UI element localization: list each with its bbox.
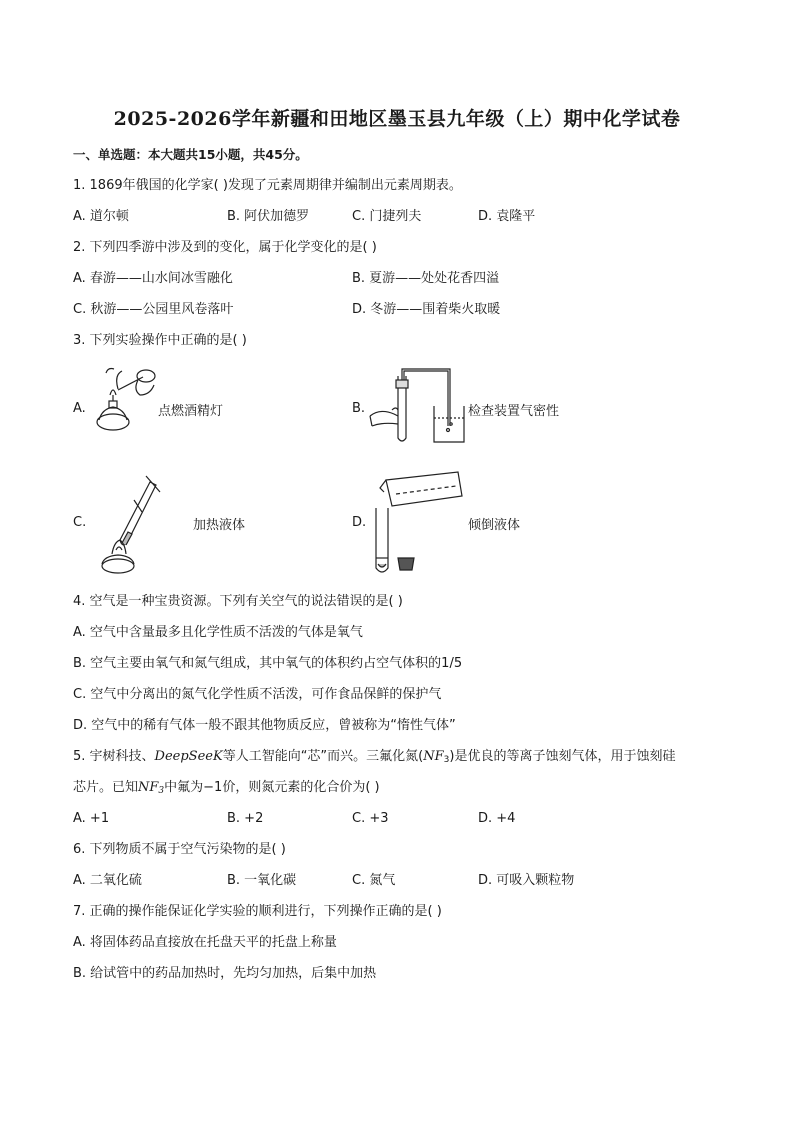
q5-text-a: 5. 宇树科技、 xyxy=(73,749,155,764)
exam-title: 2025-2026学年新疆和田地区墨玉县九年级（上）期中化学试卷 xyxy=(113,108,681,130)
q5-text-b: 等人工智能向“芯”而兴。三氟化氮( xyxy=(222,749,424,764)
q6-option-d[interactable]: D. 可吸入颗粒物 xyxy=(478,873,575,888)
q6-option-a[interactable]: A. 二氧化硫 xyxy=(73,873,142,888)
q5-option-b[interactable]: B. +2 xyxy=(227,811,264,826)
q3-option-b-letter[interactable]: B. xyxy=(352,401,366,416)
q2-option-c[interactable]: C. 秋游——公园里风卷落叶 xyxy=(73,302,234,317)
q1-option-a[interactable]: A. 道尔顿 xyxy=(73,209,129,224)
airtightness-check-icon xyxy=(368,366,468,448)
q7-option-b[interactable]: B. 给试管中的药品加热时，先均匀加热，后集中加热 xyxy=(73,966,377,981)
alcohol-lamp-lighting-icon xyxy=(88,365,163,435)
q5-line2-b: 中氟为−1价，则氮元素的化合价为( ) xyxy=(164,780,380,795)
q4-option-d[interactable]: D. 空气中的稀有气体一般不跟其他物质反应，曾被称为“惰性气体” xyxy=(73,718,456,733)
question-3-stem: 3. 下列实验操作中正确的是( ) xyxy=(73,333,247,348)
q3-option-d-caption: 倾倒液体 xyxy=(468,518,521,533)
q1-option-c[interactable]: C. 门捷列夫 xyxy=(352,209,422,224)
q5-option-a[interactable]: A. +1 xyxy=(73,811,110,826)
question-7-stem: 7. 正确的操作能保证化学实验的顺利进行，下列操作正确的是( ) xyxy=(73,904,442,919)
q5-line2-a: 芯片。已知 xyxy=(73,780,139,795)
section-heading: 一、单选题：本大题共15小题，共45分。 xyxy=(73,147,308,162)
q5-deepseek: DeepSeeK xyxy=(154,749,223,764)
q3-option-b-caption: 检查装置气密性 xyxy=(468,404,560,419)
q1-option-b[interactable]: B. 阿伏加德罗 xyxy=(227,209,310,224)
q5-nf3-formula-2: NF xyxy=(138,780,159,795)
q7-option-a[interactable]: A. 将固体药品直接放在托盘天平的托盘上称量 xyxy=(73,935,337,950)
q3-option-c-caption: 加热液体 xyxy=(193,518,246,533)
q6-option-b[interactable]: B. 一氧化碳 xyxy=(227,873,297,888)
q5-option-d[interactable]: D. +4 xyxy=(478,811,516,826)
question-2-stem: 2. 下列四季游中涉及到的变化，属于化学变化的是( ) xyxy=(73,240,377,255)
question-5-stem-line1 xyxy=(73,748,675,769)
q5-option-c[interactable]: C. +3 xyxy=(352,811,389,826)
heating-liquid-icon xyxy=(88,470,168,575)
q5-nf3-formula: NF xyxy=(423,749,444,764)
q3-option-d-letter[interactable]: D. xyxy=(352,515,367,530)
q6-option-c[interactable]: C. 氮气 xyxy=(352,873,396,888)
q4-option-c[interactable]: C. 空气中分离出的氮气化学性质不活泼，可作食品保鲜的保护气 xyxy=(73,687,442,702)
q5-nf3-subscript: 3 xyxy=(443,755,450,765)
q1-option-d[interactable]: D. 袁隆平 xyxy=(478,209,536,224)
question-5-stem-line2 xyxy=(73,779,380,800)
question-6-stem: 6. 下列物质不属于空气污染物的是( ) xyxy=(73,842,286,857)
q5-text-c: )是优良的等离子蚀刻气体，用于蚀刻硅 xyxy=(449,749,676,764)
q4-option-b[interactable]: B. 空气主要由氧气和氮气组成，其中氧气的体积约占空气体积的1/5 xyxy=(73,656,463,671)
q3-option-a-caption: 点燃酒精灯 xyxy=(158,404,224,419)
pouring-liquid-icon xyxy=(370,466,470,578)
question-4-stem: 4. 空气是一种宝贵资源。下列有关空气的说法错误的是( ) xyxy=(73,594,403,609)
question-1-stem: 1. 1869年俄国的化学家( )发现了元素周期律并编制出元素周期表。 xyxy=(73,178,462,193)
q3-option-c-letter[interactable]: C. xyxy=(73,515,87,530)
q4-option-a[interactable]: A. 空气中含量最多且化学性质不活泼的气体是氧气 xyxy=(73,625,363,640)
q3-option-a-letter[interactable]: A. xyxy=(73,401,86,416)
q2-option-b[interactable]: B. 夏游——处处花香四溢 xyxy=(352,271,500,286)
q5-nf3-subscript-2: 3 xyxy=(158,786,165,796)
q2-option-a[interactable]: A. 春游——山水间冰雪融化 xyxy=(73,271,233,286)
q2-option-d[interactable]: D. 冬游——围着柴火取暖 xyxy=(352,302,501,317)
